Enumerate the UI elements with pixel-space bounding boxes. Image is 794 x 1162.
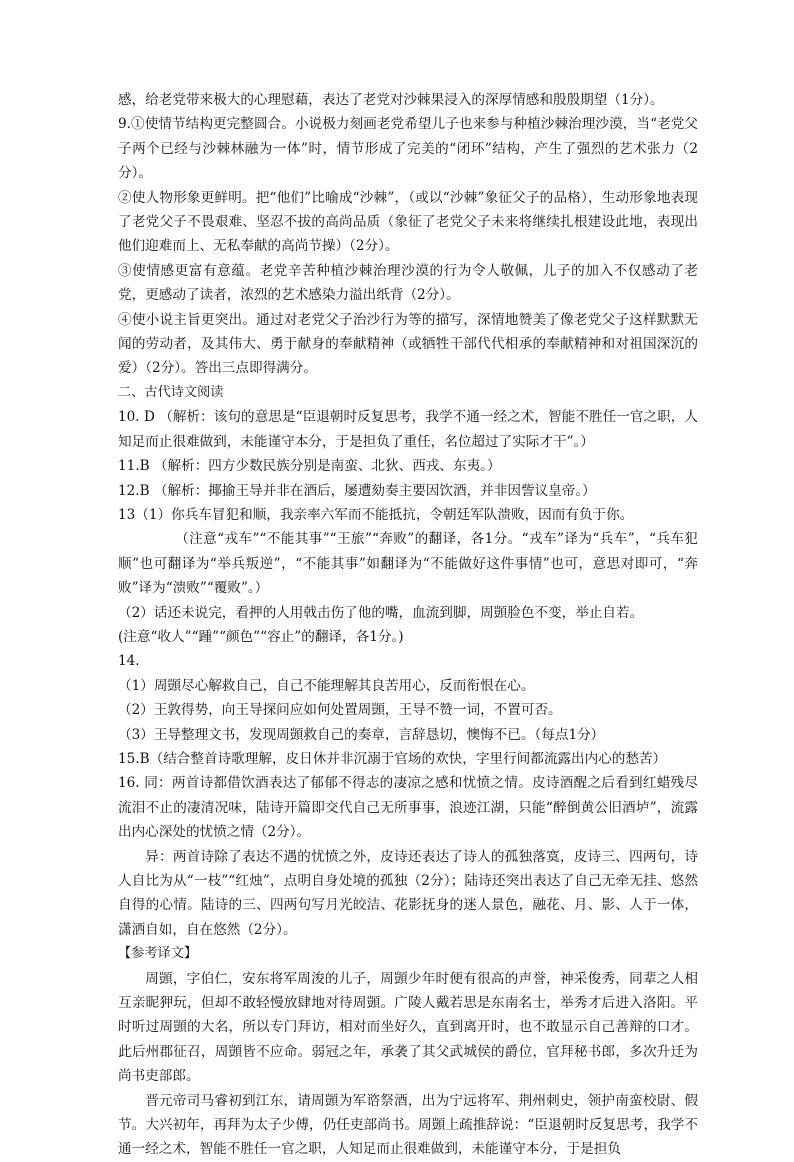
paragraph: ④使小说主旨更突出。通过对老党父子治沙行为等的描写，深情地赞美了像老党父子这样默默无闻的劳动者，及其伟大、勇于献身的奉献精神（或牺牲干部代代相承的奉献精神和对祖国深沉的爱）（2分）。答出三点即得满分。	[118, 311, 698, 377]
paragraph: 10. D （解析：该句的意思是“臣退朝时反复思考，我学不通一经之术，智能不胜任一官之职，人知足而止很难做到，未能谨守本分，于是担负了重任，名位超过了实际才干”。）	[118, 409, 698, 450]
paragraph: 9.①使情节结构更完整圆合。小说极力刻画老党希望儿子也来参与种植沙棘治理沙漠，当“老党父子两个已经与沙棘林融为一体”时，情节形成了完美的“闭环”结构，产生了强烈的艺术张力（2分）。	[118, 116, 698, 182]
paragraph: ②使人物形象更鲜明。把“他们”比喻成“沙棘”，（或以“沙棘”象征父子的品格），生动形象地表现了老党父子不畏艰难、坚忍不拔的高尚品质（象征了老党父子未来将继续扎根建设此地，表现出他们迎难而上、无私奉献的高尚节操）（2分）。	[118, 189, 698, 255]
paragraph: 11.B （解析：四方少数民族分别是南蛮、北狄、西戎、东夷。）	[118, 458, 501, 475]
paragraph: 感，给老党带来极大的心理慰藉，表达了老党对沙棘果浸入的深厚情感和殷殷期望（1分）。	[118, 92, 664, 108]
paragraph: 13（1）你兵车冒犯和顺，我亲率六军而不能抵抗，令朝廷军队溃败，因而有负于你。	[118, 506, 634, 523]
paragraph: ③使情感更富有意蕴。老党辛苦种植沙棘治理沙漠的行为令人敬佩，儿子的加入不仅感动了老党，更感动了读者，浓烈的艺术感染力溢出纸背（2分）。	[118, 262, 698, 304]
paragraph: （注意“戎车”“不能其事”“王旅”“奔败”的翻译，各1分。“戎车”译为“兵车”，“兵车犯顺”也可翻译为“举兵叛逆”，“不能其事”如翻译为“不能做好这件事情”也可，意思对即可，“奔败”译为“溃败”“覆败”。）	[118, 531, 698, 597]
paragraph: 15.B（结合整首诗歌理解，皮日休并非沉溺于官场的欢快，字里行间都流露出内心的愁苦）	[118, 750, 667, 767]
paragraph: （2）王敦得势，向王导探问应如何处置周顗，王导不赞一词，不置可否。	[118, 702, 562, 719]
paragraph: 【参考译文】	[118, 946, 198, 962]
paragraph: 晋元帝司马睿初到江东，请周顗为军谘祭酒，出为宁远将军、荆州刺史，领护南蛮校尉、假节。大兴初年，再拜为太子少傅，仍任吏部尚书。周顗上疏推辞说：“臣退朝时反复思考，我学不通一经之术，智能不胜任一官之职，人知足而止很难做到，未能谨守本分，于是担负	[118, 1092, 698, 1158]
paragraph: 12.B （解析：揶揄王导并非在酒后，屡遭劾奏主要因饮酒，并非因訾议皇帝。）	[118, 482, 596, 499]
paragraph: 异：两首诗除了表达不遇的忧愤之外，皮诗还表达了诗人的孤独落寞，皮诗三、四两句，诗人自比为从“一枝”“红烛”，点明自身处境的孤独（2分）；陆诗还突出表达了自己无牵无挂、悠然自得的心情。陆诗的三、四两句写月光皎洁、花影抚身的迷人景色，融花、月、影、人于一体，潇洒自如，自在悠然（2分）。	[118, 848, 698, 938]
paragraph: 二、古代诗文阅读	[118, 384, 224, 400]
paragraph: (注意“收人”“踵”“颜色”“容止”的翻译，各1分。)	[118, 628, 404, 645]
paragraph: 14.	[118, 653, 140, 670]
paragraph: 16. 同：两首诗都借饮酒表达了郁郁不得志的凄凉之感和忧愤之情。皮诗酒醒之后看到红蜡残尽流泪不止的凄清况味，陆诗开篇即交代自己无所事事，浪迹江湖，只能“醉倒黄公旧酒垆”，流露出内心深处的忧愤之情（2分）。	[118, 775, 698, 841]
paragraph: （2）话还未说完，看押的人用戟击伤了他的嘴，血流到脚，周顗脸色不变，举止自若。	[118, 604, 644, 621]
paragraph: （1）周顗尽心解救自己，自己不能理解其良苦用心，反而衔恨在心。	[118, 677, 535, 694]
paragraph: （3）王导整理文书，发现周顗救自己的奏章，言辞恳切，懊悔不已。（每点1分）	[118, 726, 605, 743]
paragraph: 周顗，字伯仁，安东将军周浚的儿子，周顗少年时便有很高的声誉，神采俊秀，同辈之人相互亲昵狎玩，但却不敢轻慢放肆地对待周顗。广陵人戴若思是东南名士，举秀才后进入洛阳。平时听过周顗的大名，所以专门拜访，相对而坐好久，直到离开时，也不敢显示自己善辩的口才。此后州郡征召，周顗皆不应命。弱冠之年，承袭了其父武城侯的爵位，官拜秘书郎，多次升迁为尚书吏部郎。	[118, 970, 698, 1085]
